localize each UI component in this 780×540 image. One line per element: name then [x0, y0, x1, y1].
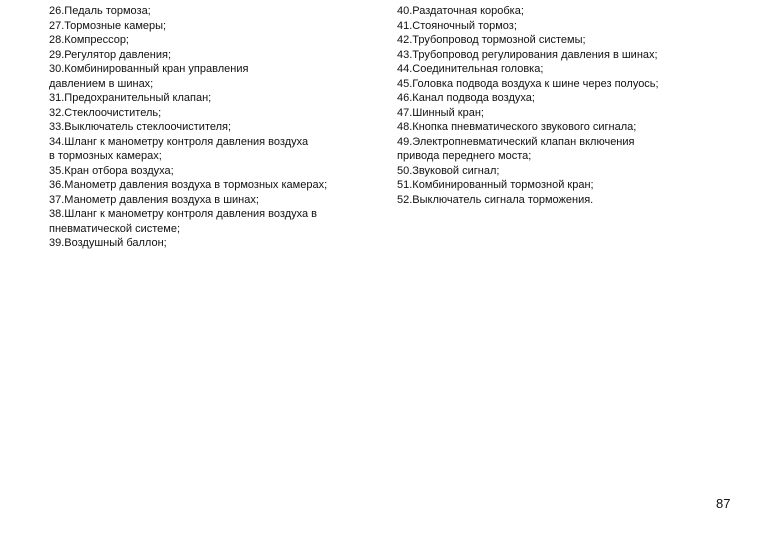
legend-item-42: 42.Трубопровод тормозной системы; [397, 34, 586, 46]
legend-item-37: 37.Манометр давления воздуха в шинах; [49, 193, 259, 206]
legend-item-41: 41.Стояночный тормоз; [397, 19, 517, 32]
legend-item-36: 36.Манометр давления воздуха в тормозных камерах; [49, 179, 328, 191]
legend-item-27: 27.Тормозные камеры; [49, 19, 167, 32]
legend-item-35: 35.Кран отбора воздуха; [49, 164, 174, 177]
legend-item-26: 26.Педаль тормоза; [49, 5, 151, 17]
legend-left-column [49, 4, 379, 251]
legend-item-34: 34.Шланг к манометру контроля давления воздуха в тормозных камерах; [49, 135, 309, 162]
legend-item-31: 31.Предохранительный клапан; [49, 92, 212, 104]
page-number: 87 [716, 496, 731, 511]
legend-item-44: 44.Соединительная головка; [397, 63, 544, 75]
legend-right-column [397, 4, 727, 207]
legend-item-33: 33.Выключатель стеклоочистителя; [49, 121, 232, 133]
legend-item-30: 30.Комбинированный кран управления давлением в шинах; [49, 63, 249, 90]
legend-item-45: 45.Головка подвода воздуха к шине через полуось; [397, 77, 659, 90]
legend-item-43: 43.Трубопровод регулирования давления в шинах; [397, 48, 658, 61]
legend-item-46: 46.Канал подвода воздуха; [397, 92, 535, 104]
legend-item-39: 39.Воздушный баллон; [49, 237, 167, 249]
legend-item-49: 49.Электропневматический клапан включения привода переднего моста; [397, 135, 635, 162]
legend-item-48: 48.Кнопка пневматического звукового сигнала; [397, 121, 637, 133]
legend-item-40: 40.Раздаточная коробка; [397, 5, 524, 17]
legend-item-47: 47.Шинный кран; [397, 106, 484, 119]
legend-item-32: 32.Стеклоочиститель; [49, 106, 162, 119]
legend-item-50: 50.Звуковой сигнал; [397, 164, 500, 177]
legend-item-28: 28.Компрессор; [49, 34, 129, 46]
legend-item-38: 38.Шланг к манометру контроля давления воздуха в пневматической системе; [49, 208, 318, 235]
legend-item-52: 52.Выключатель сигнала торможения. [397, 193, 594, 206]
legend-item-29: 29.Регулятор давления; [49, 48, 172, 61]
legend-item-51: 51.Комбинированный тормозной кран; [397, 179, 594, 191]
